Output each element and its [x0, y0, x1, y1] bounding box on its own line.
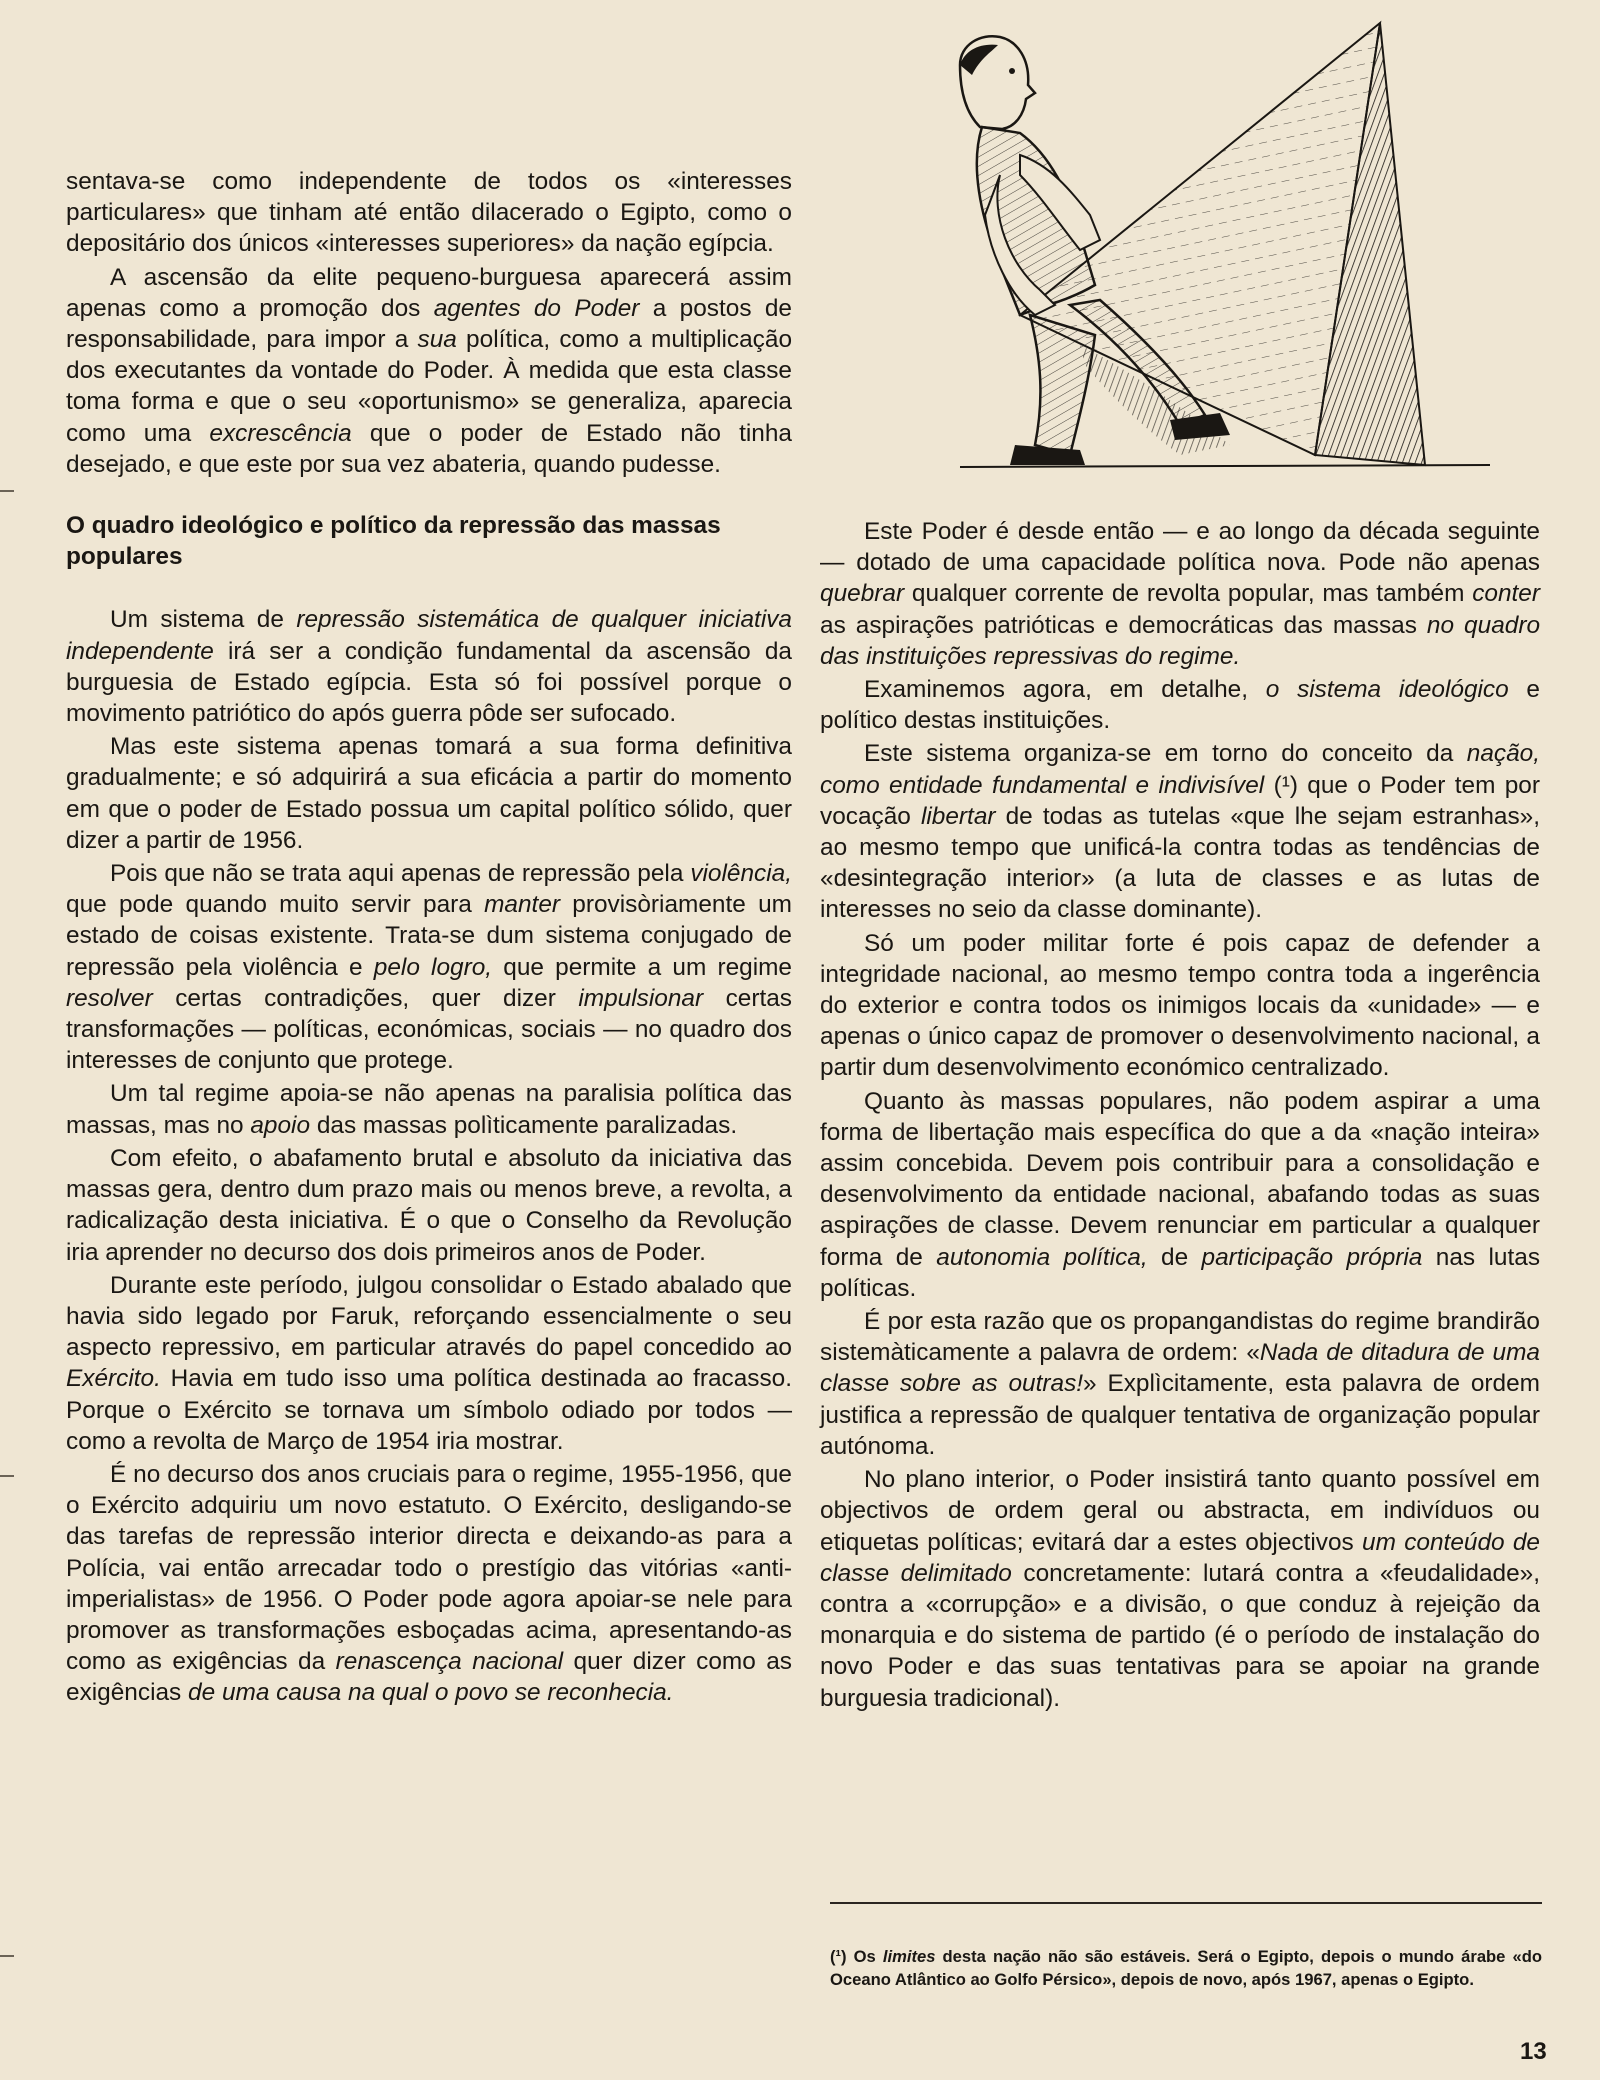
paragraph: No plano interior, o Poder insistirá tanto quanto possível em objectivos de ordem geral ou abstracta, em indivíduos ou etiquetas políticas; evitará dar a estes objectivos um conteúdo de classe delimitado concretamente: lutará contra a «feudalidade», contra a «corrupção» e a divisão, o que conduz à rejeição da monarquia e do sistema de partido (é o período de instalação do novo Poder e das suas tentativas para se apoiar na grande burguesia tradicional). — [820, 1466, 1540, 1712]
paragraph: Só um poder militar forte é pois capaz de defender a integridade nacional, ao mesmo tempo contra toda a ingerência do exterior e contra todos os inimigos locais da «unidade» — e apenas o único capaz de promover o desenvolvimento nacional, a partir dum desenvolvimento económico centralizado. — [820, 929, 1540, 1082]
paragraph: Com efeito, o abafamento brutal e absoluto da iniciativa das massas gera, dentro dum prazo mais ou menos breve, a revolta, a radicalização desta iniciativa. É o que o Conselho da Revolução iria aprender no decurso dos dois primeiros anos de Poder. — [66, 1144, 792, 1266]
margin-mark — [0, 490, 14, 492]
paragraph: Examinemos agora, em detalhe, o sistema ideológico e político destas instituições. — [820, 676, 1540, 735]
section-heading: O quadro ideológico e político da repressão das massas populares — [66, 512, 721, 571]
margin-mark — [0, 1955, 14, 1957]
paragraph: Este Poder é desde então — e ao longo da década seguinte — dotado de uma capacidade política nova. Pode não apenas quebrar qualquer corrente de revolta popular, mas também conter as aspirações patrióticas e democráticas das massas no quadro das instituições repressivas do regime. — [820, 518, 1541, 670]
paragraph: Mas este sistema apenas tomará a sua forma definitiva gradualmente; e só adquirirá a sua eficácia a partir do momento em que o poder de Estado possua um capital político sólido, quer dizer a partir de 1956. — [66, 733, 792, 854]
footnote: (¹) Os limites desta nação não são estáveis. Será o Egipto, depois o mundo árabe «do Oceano Atlântico ao Golfo Pérsico», depois de novo, após 1967, apenas o Egipto. — [830, 1947, 1542, 1989]
left-column — [66, 166, 792, 1711]
footnote-divider — [830, 1902, 1542, 1904]
paragraph: Durante este período, julgou consolidar o Estado abalado que havia sido legado por Faruk, reforçando essencialmente o seu aspecto repressivo, em particular através do papel concedido ao Exército. Havia em tudo isso uma política destinada ao fracasso. Porque o Exército se tornava um símbolo odiado por todos — como a revolta de Março de 1954 iria mostrar. — [66, 1271, 792, 1455]
man-carrying-pyramid-icon — [920, 15, 1490, 475]
paragraph: É por esta razão que os propangandistas do regime brandirão sistemàticamente a palavra de ordem: «Nada de ditadura de uma classe sobre as outras!» Explìcitamente, esta palavra de ordem justifica a repressão de qualquer tentativa de organização popular autónoma. — [820, 1308, 1541, 1460]
paragraph: Este sistema organiza-se em torno do conceito da nação, como entidade fundamental e indivisível (¹) que o Poder tem por vocação libertar de todas as tutelas «que lhe sejam estranhas», ao mesmo tempo que unificá-la contra todas as tendências de «desintegração interior» (a luta de classes e as lutas de interesses no seio da classe dominante). — [820, 740, 1540, 924]
paragraph: Pois que não se trata aqui apenas de repressão pela violência, que pode quando muito servir para manter provisòriamente um estado de coisas existente. Trata-se dum sistema conjugado de repressão pela violência e pelo logro, que permite a um regime resolver certas contradições, quer dizer impulsionar certas transformações — políticas, económicas, sociais — no quadro dos interesses de conjunto que protege. — [66, 860, 792, 1075]
paragraph: A ascensão da elite pequeno-burguesa aparecerá assim apenas como a promoção dos agentes do Poder a postos de responsabilidade, para impor a sua política, como a multiplicação dos executantes da vontade do Poder. À medida que esta classe toma forma e que o seu «oportunismo» se generaliza, aparecia como uma excrescência que o poder de Estado não tinha desejado, e que este por sua vez abateria, quando pudesse. — [66, 263, 793, 478]
paragraph: É no decurso dos anos cruciais para o regime, 1955-1956, que o Exército adquiriu um novo estatuto. O Exército, desligando-se das tarefas de repressão interior directa e deixando-as para a Polícia, vai então arrecadar todo o prestígio das vitórias «anti-imperialistas» de 1956. O Poder pode agora apoiar-se nele para promover as transformações esboçadas acima, apresentando-as como as exigências da renascença nacional quer dizer como as exigências de uma causa na qual o povo se reconhecia. — [66, 1460, 792, 1707]
right-column — [820, 516, 1540, 1716]
paragraph: Quanto às massas populares, não podem aspirar a uma forma de libertação mais específica do que a da «nação inteira» assim concebida. Devem pois contribuir para a consolidação e desenvolvimento da entidade nacional, abafando todas as suas aspirações de classe. Devem renunciar em particular a qualquer forma de autonomia política, de participação própria nas lutas políticas. — [820, 1087, 1541, 1302]
paragraph: Um tal regime apoia-se não apenas na paralisia política das massas, mas no apoio das massas polìticamente paralizadas. — [66, 1080, 792, 1139]
paragraph: sentava-se como independente de todos os «interesses particulares» que tinham até então dilacerado o Egipto, como o depositário dos únicos «interesses superiores» da nação egípcia. — [66, 168, 792, 258]
paragraph: Um sistema de repressão sistemática de qualquer iniciativa independente irá ser a condição fundamental da ascensão da burguesia de Estado egípcia. Esta só foi possível porque o movimento patriótico do após guerra pôde ser sufocado. — [66, 606, 792, 728]
margin-mark — [0, 1475, 14, 1477]
page-number: 13 — [1520, 2038, 1547, 2065]
